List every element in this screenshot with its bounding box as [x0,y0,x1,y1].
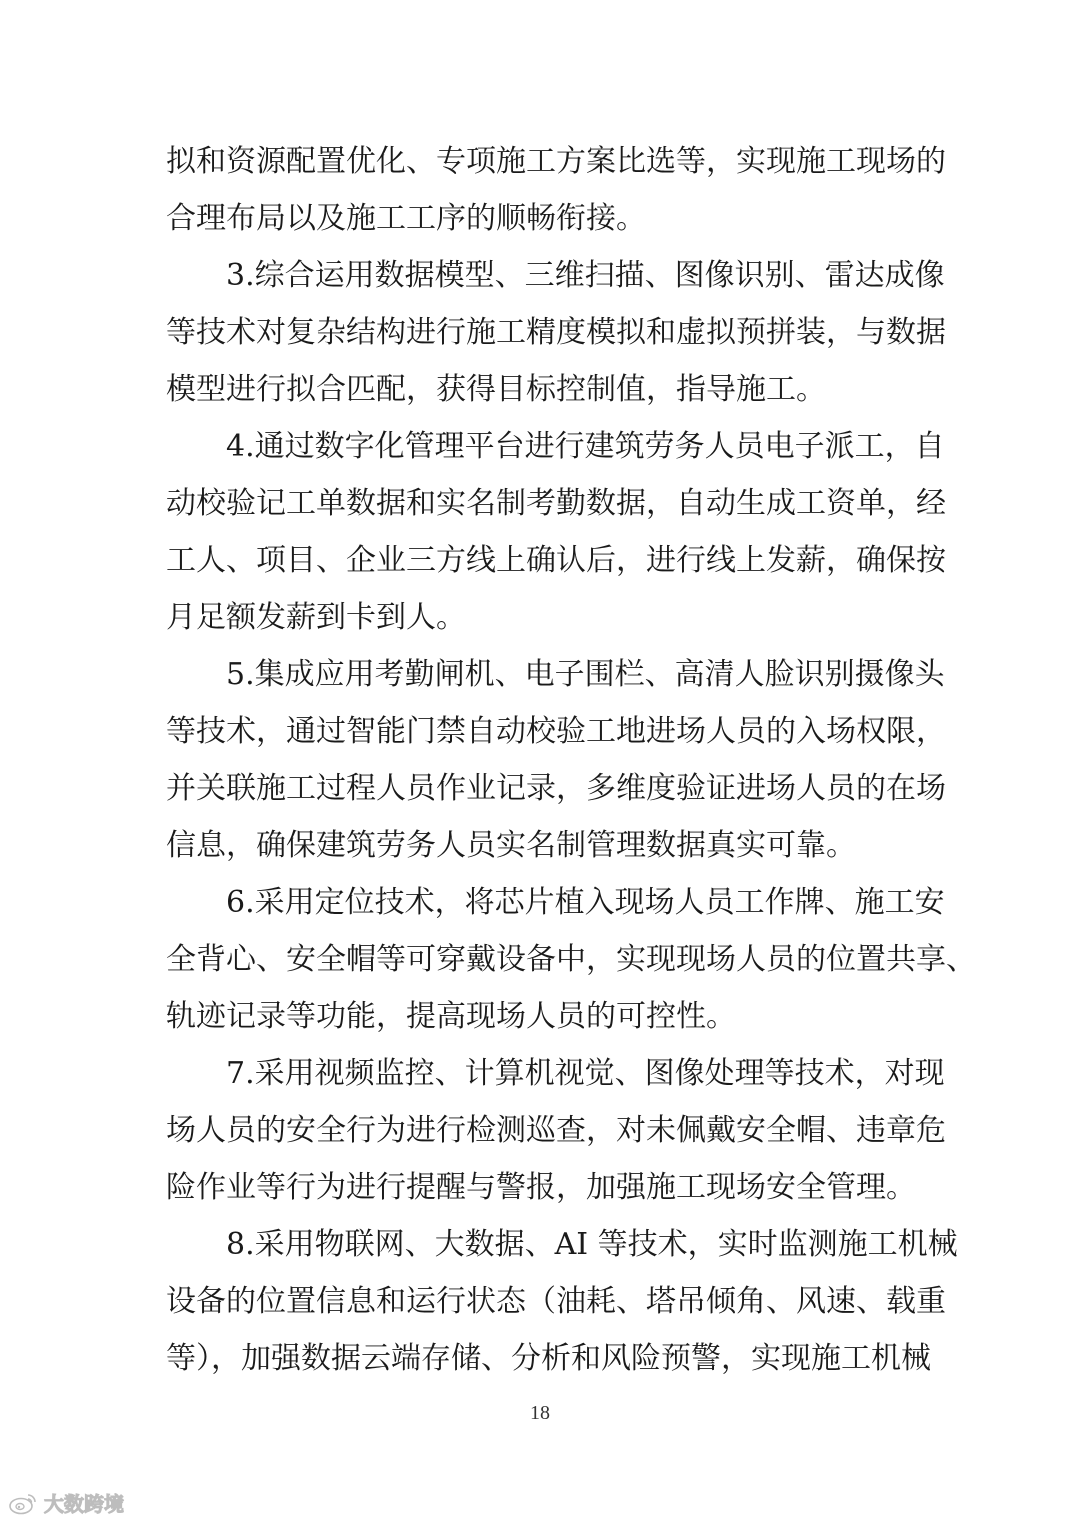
text-line: 动校验记工单数据和实名制考勤数据，自动生成工资单，经 [166,486,946,521]
text-line: 等技术对复杂结构进行施工精度模拟和虚拟预拼装，与数据 [166,315,946,350]
text-line: 险作业等行为进行提醒与警报，加强施工现场安全管理。 [166,1170,916,1205]
text-line: 模型进行拟合匹配，获得目标控制值，指导施工。 [166,372,826,407]
text-line: 4.通过数字化管理平台进行建筑劳务人员电子派工，自 [226,429,945,464]
text-line: 等技术，通过智能门禁自动校验工地进场人员的入场权限， [166,714,946,749]
text-line: 并关联施工过程人员作业记录，多维度验证进场人员的在场 [166,771,946,806]
text-line: 工人、项目、企业三方线上确认后，进行线上发薪，确保按 [166,543,946,578]
page-number: 18 [530,1402,550,1424]
text-line: 6.采用定位技术，将芯片植入现场人员工作牌、施工安 [226,885,945,920]
watermark [8,1488,124,1517]
text-line: 拟和资源配置优化、专项施工方案比选等，实现施工现场的 [166,144,946,179]
text-line: 3.综合运用数据模型、三维扫描、图像识别、雷达成像 [226,258,945,293]
weibo-logo-icon [8,1491,38,1515]
watermark-text: 大数跨境 [44,1492,124,1516]
text-line: 合理布局以及施工工序的顺畅衔接。 [166,201,646,236]
text-line: 5.集成应用考勤闸机、电子围栏、高清人脸识别摄像头 [226,657,945,692]
text-line: 场人员的安全行为进行检测巡查，对未佩戴安全帽、违章危 [166,1113,946,1148]
text-line: 8.采用物联网、大数据、AI 等技术，实时监测施工机械 [226,1227,958,1262]
text-line: 7.采用视频监控、计算机视觉、图像处理等技术，对现 [226,1056,945,1091]
text-line: 全背心、安全帽等可穿戴设备中，实现现场人员的位置共享、 [166,942,976,977]
text-line: 等），加强数据云端存储、分析和风险预警，实现施工机械 [166,1341,931,1376]
text-line: 设备的位置信息和运行状态（油耗、塔吊倾角、风速、载重 [166,1284,946,1319]
text-line: 轨迹记录等功能，提高现场人员的可控性。 [166,999,736,1034]
text-line: 月足额发薪到卡到人。 [166,600,466,635]
text-line: 信息，确保建筑劳务人员实名制管理数据真实可靠。 [166,828,856,863]
